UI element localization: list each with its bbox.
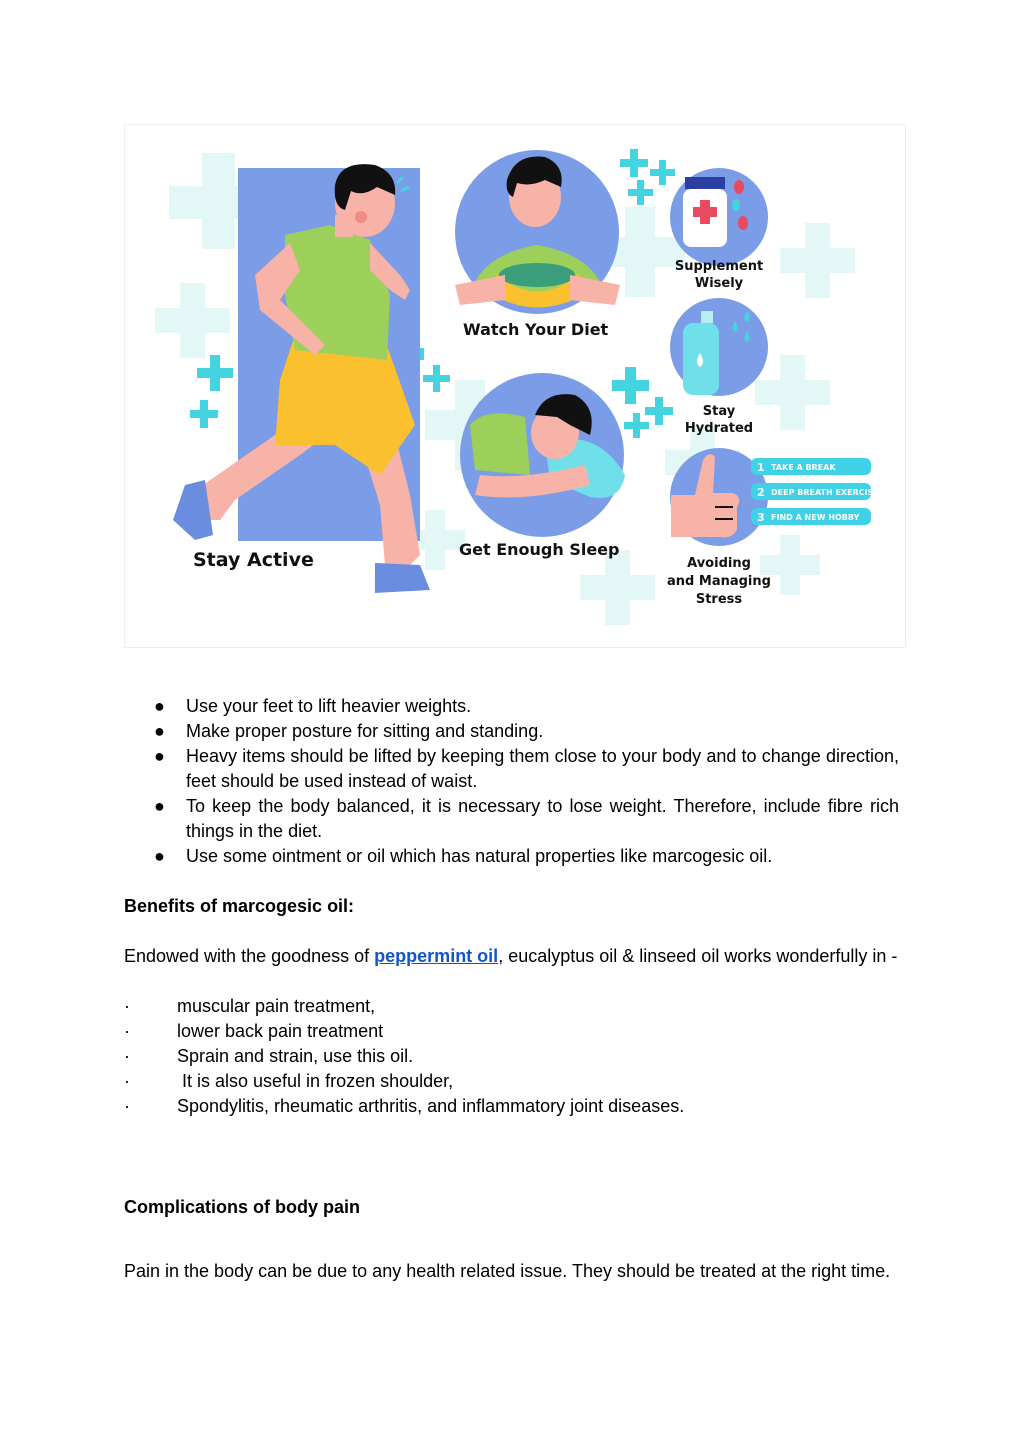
stay-active-label: Stay Active xyxy=(193,549,314,571)
watch-diet-label: Watch Your Diet xyxy=(463,320,609,339)
list-item xyxy=(124,844,899,869)
list-item xyxy=(124,694,899,719)
list-item-text: Make proper posture for sitting and standing. xyxy=(186,721,544,741)
complications-heading: Complications of body pain xyxy=(124,1197,361,1217)
list-item-text: Use some ointment or oil which has natural properties like marcogesic oil. xyxy=(186,846,773,866)
benefits-heading: Benefits of marcogesic oil: xyxy=(124,896,355,916)
step-3-number: 3 xyxy=(757,511,765,524)
stress-label-line2: and Managing xyxy=(667,574,771,589)
hydrated-label-line1: Stay xyxy=(702,404,736,419)
hydrated-label-line2: Hydrated xyxy=(684,421,754,436)
supplement-label-line2: Wisely xyxy=(694,276,744,291)
step-2-number: 2 xyxy=(757,486,765,499)
bullet-dot: ● xyxy=(154,721,165,741)
benefit-dot: · xyxy=(124,1071,130,1091)
step-3-text: FIND A NEW HOBBY xyxy=(771,513,860,522)
supplement-label-line1: Supplement xyxy=(674,259,764,274)
benefits-intro xyxy=(124,944,899,969)
benefit-text: Spondylitis, rheumatic arthritis, and inflammatory joint diseases. xyxy=(177,1096,685,1116)
benefits-intro-end: , eucalyptus oil & linseed oil works wonderfully in - xyxy=(498,946,898,966)
bullet-dot: ● xyxy=(154,746,165,766)
stress-label-line3: Stress xyxy=(695,592,743,607)
stress-steps xyxy=(751,458,879,525)
bullet-dot: ● xyxy=(154,846,165,866)
stress-label-line1: Avoiding xyxy=(687,556,751,571)
bullet-dot: ● xyxy=(154,796,165,816)
tips-bullet-list xyxy=(124,694,899,869)
benefit-dot: · xyxy=(124,1021,130,1041)
benefit-text: lower back pain treatment xyxy=(177,1021,384,1041)
benefit-text: It is also useful in frozen shoulder, xyxy=(177,1071,454,1091)
healthy-habits-illustration xyxy=(124,124,906,648)
list-item-text: Heavy items should be lifted by keeping them close to your body and to change direction, feet should be used instead of waist. xyxy=(186,746,899,791)
benefit-dot: · xyxy=(124,1046,130,1066)
list-item xyxy=(124,794,899,844)
benefit-text: Sprain and strain, use this oil. xyxy=(177,1046,414,1066)
sleep-label: Get Enough Sleep xyxy=(459,540,620,559)
list-item-text: To keep the body balanced, it is necessary to lose weight. Therefore, include fibre rich things in the diet. xyxy=(186,796,899,841)
list-item-text: Use your feet to lift heavier weights. xyxy=(186,696,472,716)
complications-paragraph: Pain in the body can be due to any health related issue. They should be treated at the right time. xyxy=(124,1261,891,1281)
peppermint-oil-link[interactable]: peppermint oil xyxy=(374,946,499,966)
benefit-text: muscular pain treatment, xyxy=(177,996,376,1016)
list-item xyxy=(124,744,899,794)
list-item xyxy=(124,719,899,744)
step-2-text: DEEP BREATH EXERCISE xyxy=(771,488,879,497)
benefit-dot: · xyxy=(124,996,130,1016)
benefit-dot: · xyxy=(124,1096,130,1116)
step-1-text: TAKE A BREAK xyxy=(771,463,836,472)
benefits-intro-start: Endowed with the goodness of xyxy=(124,946,375,966)
bullet-dot: ● xyxy=(154,696,165,716)
step-1-number: 1 xyxy=(757,461,765,474)
